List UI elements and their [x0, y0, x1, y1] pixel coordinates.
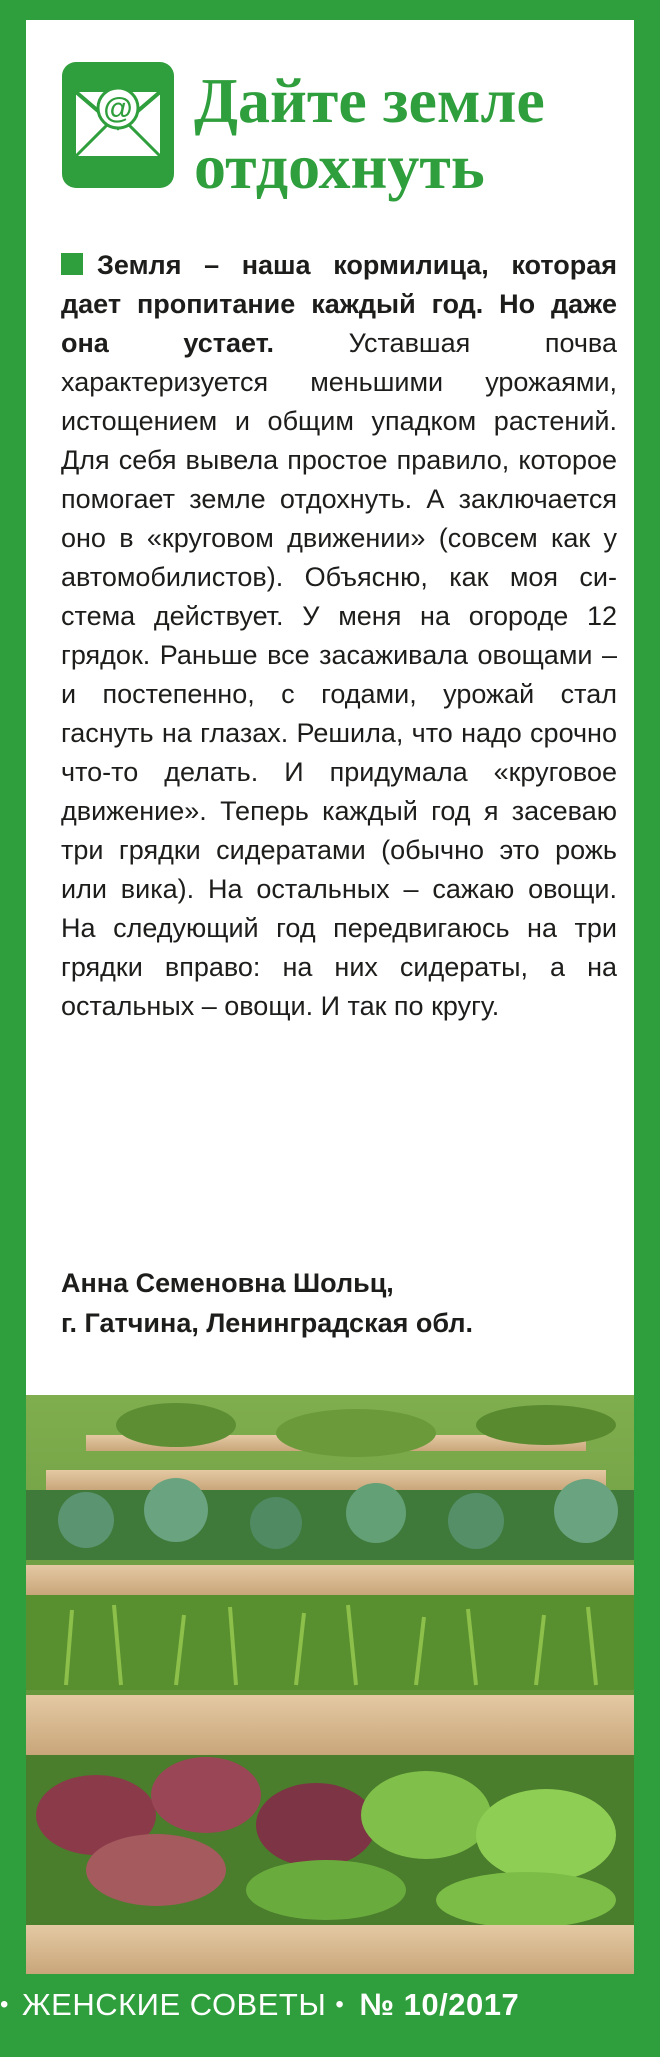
magazine-footer [0, 1987, 660, 2047]
title-line-2: отдохнуть [194, 131, 485, 202]
issue-number: № 10/2017 [359, 1987, 520, 2022]
magazine-name: ЖЕНСКИЕ СОВЕТЫ [22, 1987, 327, 2022]
article-lead: Земля – наша кормилица, которая дает пропитание каждый год. Но даже она устает. [61, 250, 617, 358]
garden-beds-photo [26, 1395, 634, 1974]
author-name: Анна Семеновна Шольц, [61, 1268, 394, 1298]
article-body [61, 246, 617, 1026]
author-signature [61, 1263, 617, 1343]
paragraph-marker-icon [61, 253, 83, 275]
svg-text:@: @ [103, 92, 133, 125]
footer-bullet-2: • [335, 1991, 345, 2018]
author-location: г. Гатчина, Ленинградская обл. [61, 1308, 474, 1338]
article-panel [26, 20, 634, 1974]
article-title [194, 65, 624, 202]
title-line-1: Дайте земле [194, 65, 545, 136]
article-text: Уставшая почва характеризуется меньшими урожаями, истощением и общим упадком растений. Для себя вывела простое правило, которое помогает земле отдохнуть. А заключается оно в «круговом движении» (совсем как у автомобилистов). Объясню, как моя система действует. У меня на огороде 12 грядок. Раньше все засаживала овощами – и постепенно, с годами, урожай стал гаснуть на глазах. Решила, что надо срочно что-то делать. И придумала «круговое движение». Теперь каждый год я засеваю три грядки сидератами (обычно это рожь или вика). На остальных – сажаю овощи. На следующий год передвигаюсь на три грядки вправо: на них сидераты, а на остальных – овощи. И так по кругу. [61, 328, 617, 1021]
article-header [26, 20, 634, 240]
footer-bullet: • [0, 1991, 9, 2018]
email-at-icon [62, 62, 174, 188]
